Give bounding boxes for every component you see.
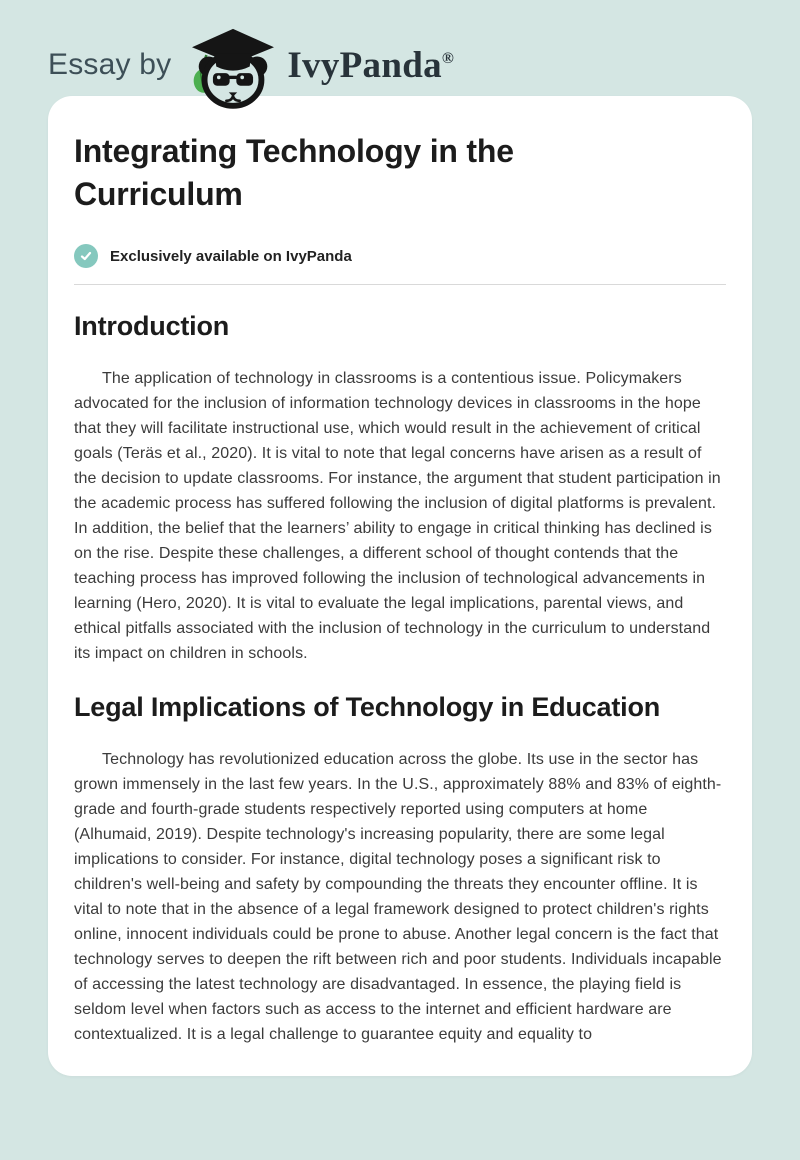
introduction-paragraph: The application of technology in classrooms is a contentious issue. Policymakers advocated for the inclusion of information technology devices in classrooms in the hope that they will facilitate instructional use, which would result in the achievement of critical goals (Teräs et al., 2020). It is vital to note that legal concerns have arisen as a result of the decision to update classrooms. For instance, the argument that student participation in the academic process has suffered following the inclusion of digital platforms is prevalent. In addition, the belief that the learners’ ability to engage in critical thinking has declined is on the rise. Despite these challenges, a different school of thought contends that the teaching process has improved following the inclusion of technological advancements in learning (Hero, 2020). It is vital to evaluate the legal implications, parental views, and ethical pitfalls associated with the inclusion of technology in the curriculum to understand its impact on children in schools.	[74, 370, 721, 663]
section-introduction	[74, 311, 726, 666]
panda-graduate-icon	[187, 27, 279, 111]
exclusive-badge-label: Exclusively available on IvyPanda	[110, 247, 352, 265]
exclusive-badge	[74, 244, 726, 268]
divider	[74, 284, 726, 285]
site-header	[0, 0, 800, 96]
brand-wordmark	[287, 44, 454, 87]
section-legal-implications	[74, 692, 726, 1047]
introduction-heading: Introduction	[74, 311, 230, 342]
header-prefix: Essay by	[48, 48, 172, 81]
essay-title: Integrating Technology in the Curriculum	[74, 133, 514, 213]
essay-card	[48, 96, 752, 1076]
registered-mark: ®	[441, 49, 455, 67]
legal-implications-paragraph: Technology has revolutionized education across the globe. Its use in the sector has grown immensely in the last few years. In the U.S., approximately 88% and 83% of eighth-grade and fourth-grade students respectively reported using computers at home (Alhumaid, 2019). Despite technology's increasing popularity, there are some legal implications to consider. For instance, digital technology poses a significant risk to children's well-being and safety by compounding the threats they encounter offline. It is vital to note that in the absence of a legal framework designed to protect children's rights online, innocent individuals could be prone to abuse. Another legal concern is the fact that technology serves to deepen the rift between rich and poor students. Individuals incapable of accessing the latest technology are disadvantaged. In essence, the playing field is seldom level when factors such as access to the internet and efficient hardware are contextualized. It is a legal challenge to guarantee equity and equality to	[74, 751, 722, 1044]
legal-implications-heading: Legal Implications of Technology in Education	[74, 692, 661, 723]
brand-name: IvyPanda	[287, 44, 442, 86]
check-icon	[74, 244, 98, 268]
